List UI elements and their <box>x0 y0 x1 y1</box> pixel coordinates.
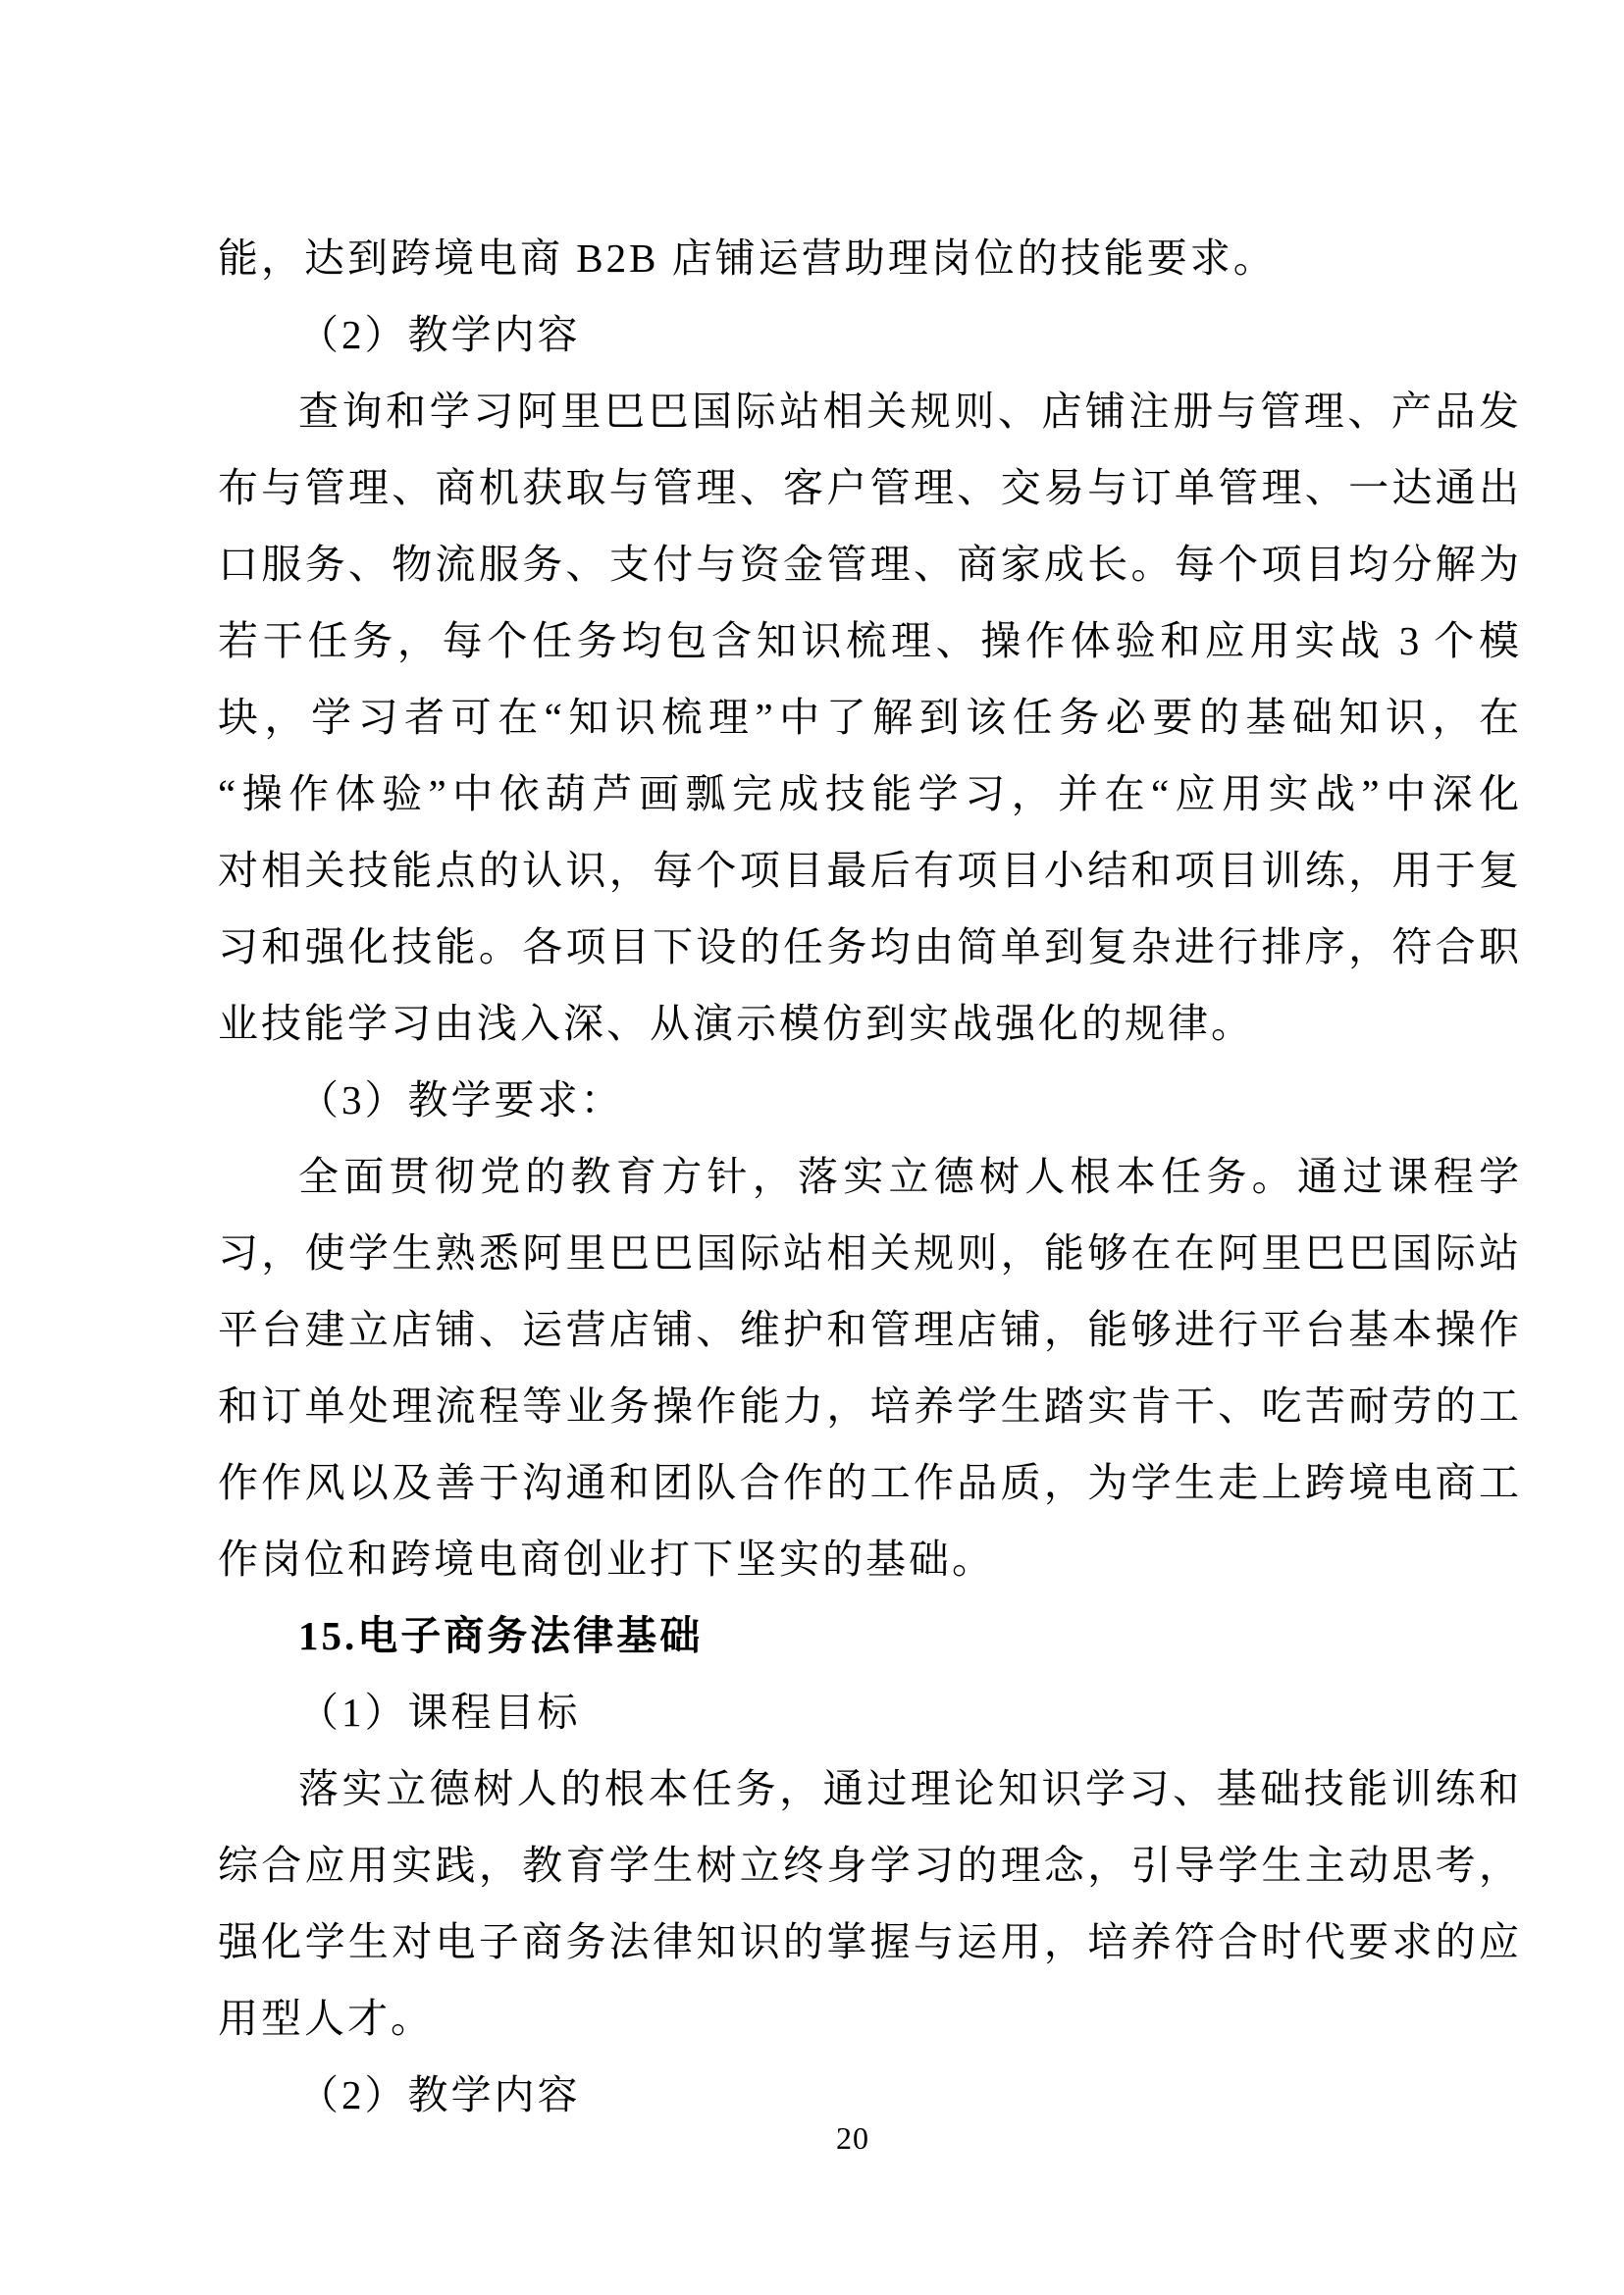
text-line: 布与管理、商机获取与管理、客户管理、交易与订单管理、一达通出 <box>218 465 1519 510</box>
text-line: 用型人才。 <box>218 1996 434 2041</box>
text-line: （2）教学内容 <box>298 312 581 357</box>
text-line: （3）教学要求： <box>298 1077 624 1122</box>
text-line: 15.电子商务法律基础 <box>298 1613 704 1658</box>
text-line: （1）课程目标 <box>298 1690 581 1735</box>
text-line: 综合应用实践，教育学生树立终身学习的理念，引导学生主动思考， <box>218 1843 1519 1888</box>
text-line: 对相关技能点的认识，每个项目最后有项目小结和项目训练，用于复 <box>218 848 1519 893</box>
page-number: 20 <box>836 2120 869 2156</box>
text-line: “操作体验”中依葫芦画瓢完成技能学习，并在“应用实战”中深化 <box>218 771 1519 816</box>
text-line: 若干任务，每个任务均包含知识梳理、操作体验和应用实战 3 个模 <box>218 618 1519 663</box>
text-line: 和订单处理流程等业务操作能力，培养学生踏实肯干、吃苦耐劳的工 <box>218 1383 1519 1429</box>
text-line: 口服务、物流服务、支付与资金管理、商家成长。每个项目均分解为 <box>218 542 1519 587</box>
text-line: 作岗位和跨境电商创业打下坚实的基础。 <box>218 1537 995 1582</box>
text-line: 块，学习者可在“知识梳理”中了解到该任务必要的基础知识，在 <box>218 695 1519 740</box>
text-line: 能，达到跨境电商 B2B 店铺运营助理岗位的技能要求。 <box>218 235 1277 281</box>
page-body <box>218 220 1519 2133</box>
text-line: 强化学生对电子商务法律知识的掌握与运用，培养符合时代要求的应 <box>218 1919 1519 1964</box>
text-line: （2）教学内容 <box>298 2072 581 2117</box>
text-line: 查询和学习阿里巴巴国际站相关规则、店铺注册与管理、产品发 <box>298 389 1519 434</box>
text-line: 习和强化技能。各项目下设的任务均由简单到复杂进行排序，符合职 <box>218 924 1519 969</box>
text-line: 业技能学习由浅入深、从演示模仿到实战强化的规律。 <box>218 1001 1254 1046</box>
text-line: 落实立德树人的根本任务，通过理论知识学习、基础技能训练和 <box>298 1766 1519 1811</box>
text-line: 习，使学生熟悉阿里巴巴国际站相关规则，能够在在阿里巴巴国际站 <box>218 1230 1519 1276</box>
text-line: 平台建立店铺、运营店铺、维护和管理店铺，能够进行平台基本操作 <box>218 1307 1519 1352</box>
text-line: 全面贯彻党的教育方针，落实立德树人根本任务。通过课程学 <box>298 1154 1519 1199</box>
text-line: 作作风以及善于沟通和团队合作的工作品质，为学生走上跨境电商工 <box>218 1460 1519 1505</box>
